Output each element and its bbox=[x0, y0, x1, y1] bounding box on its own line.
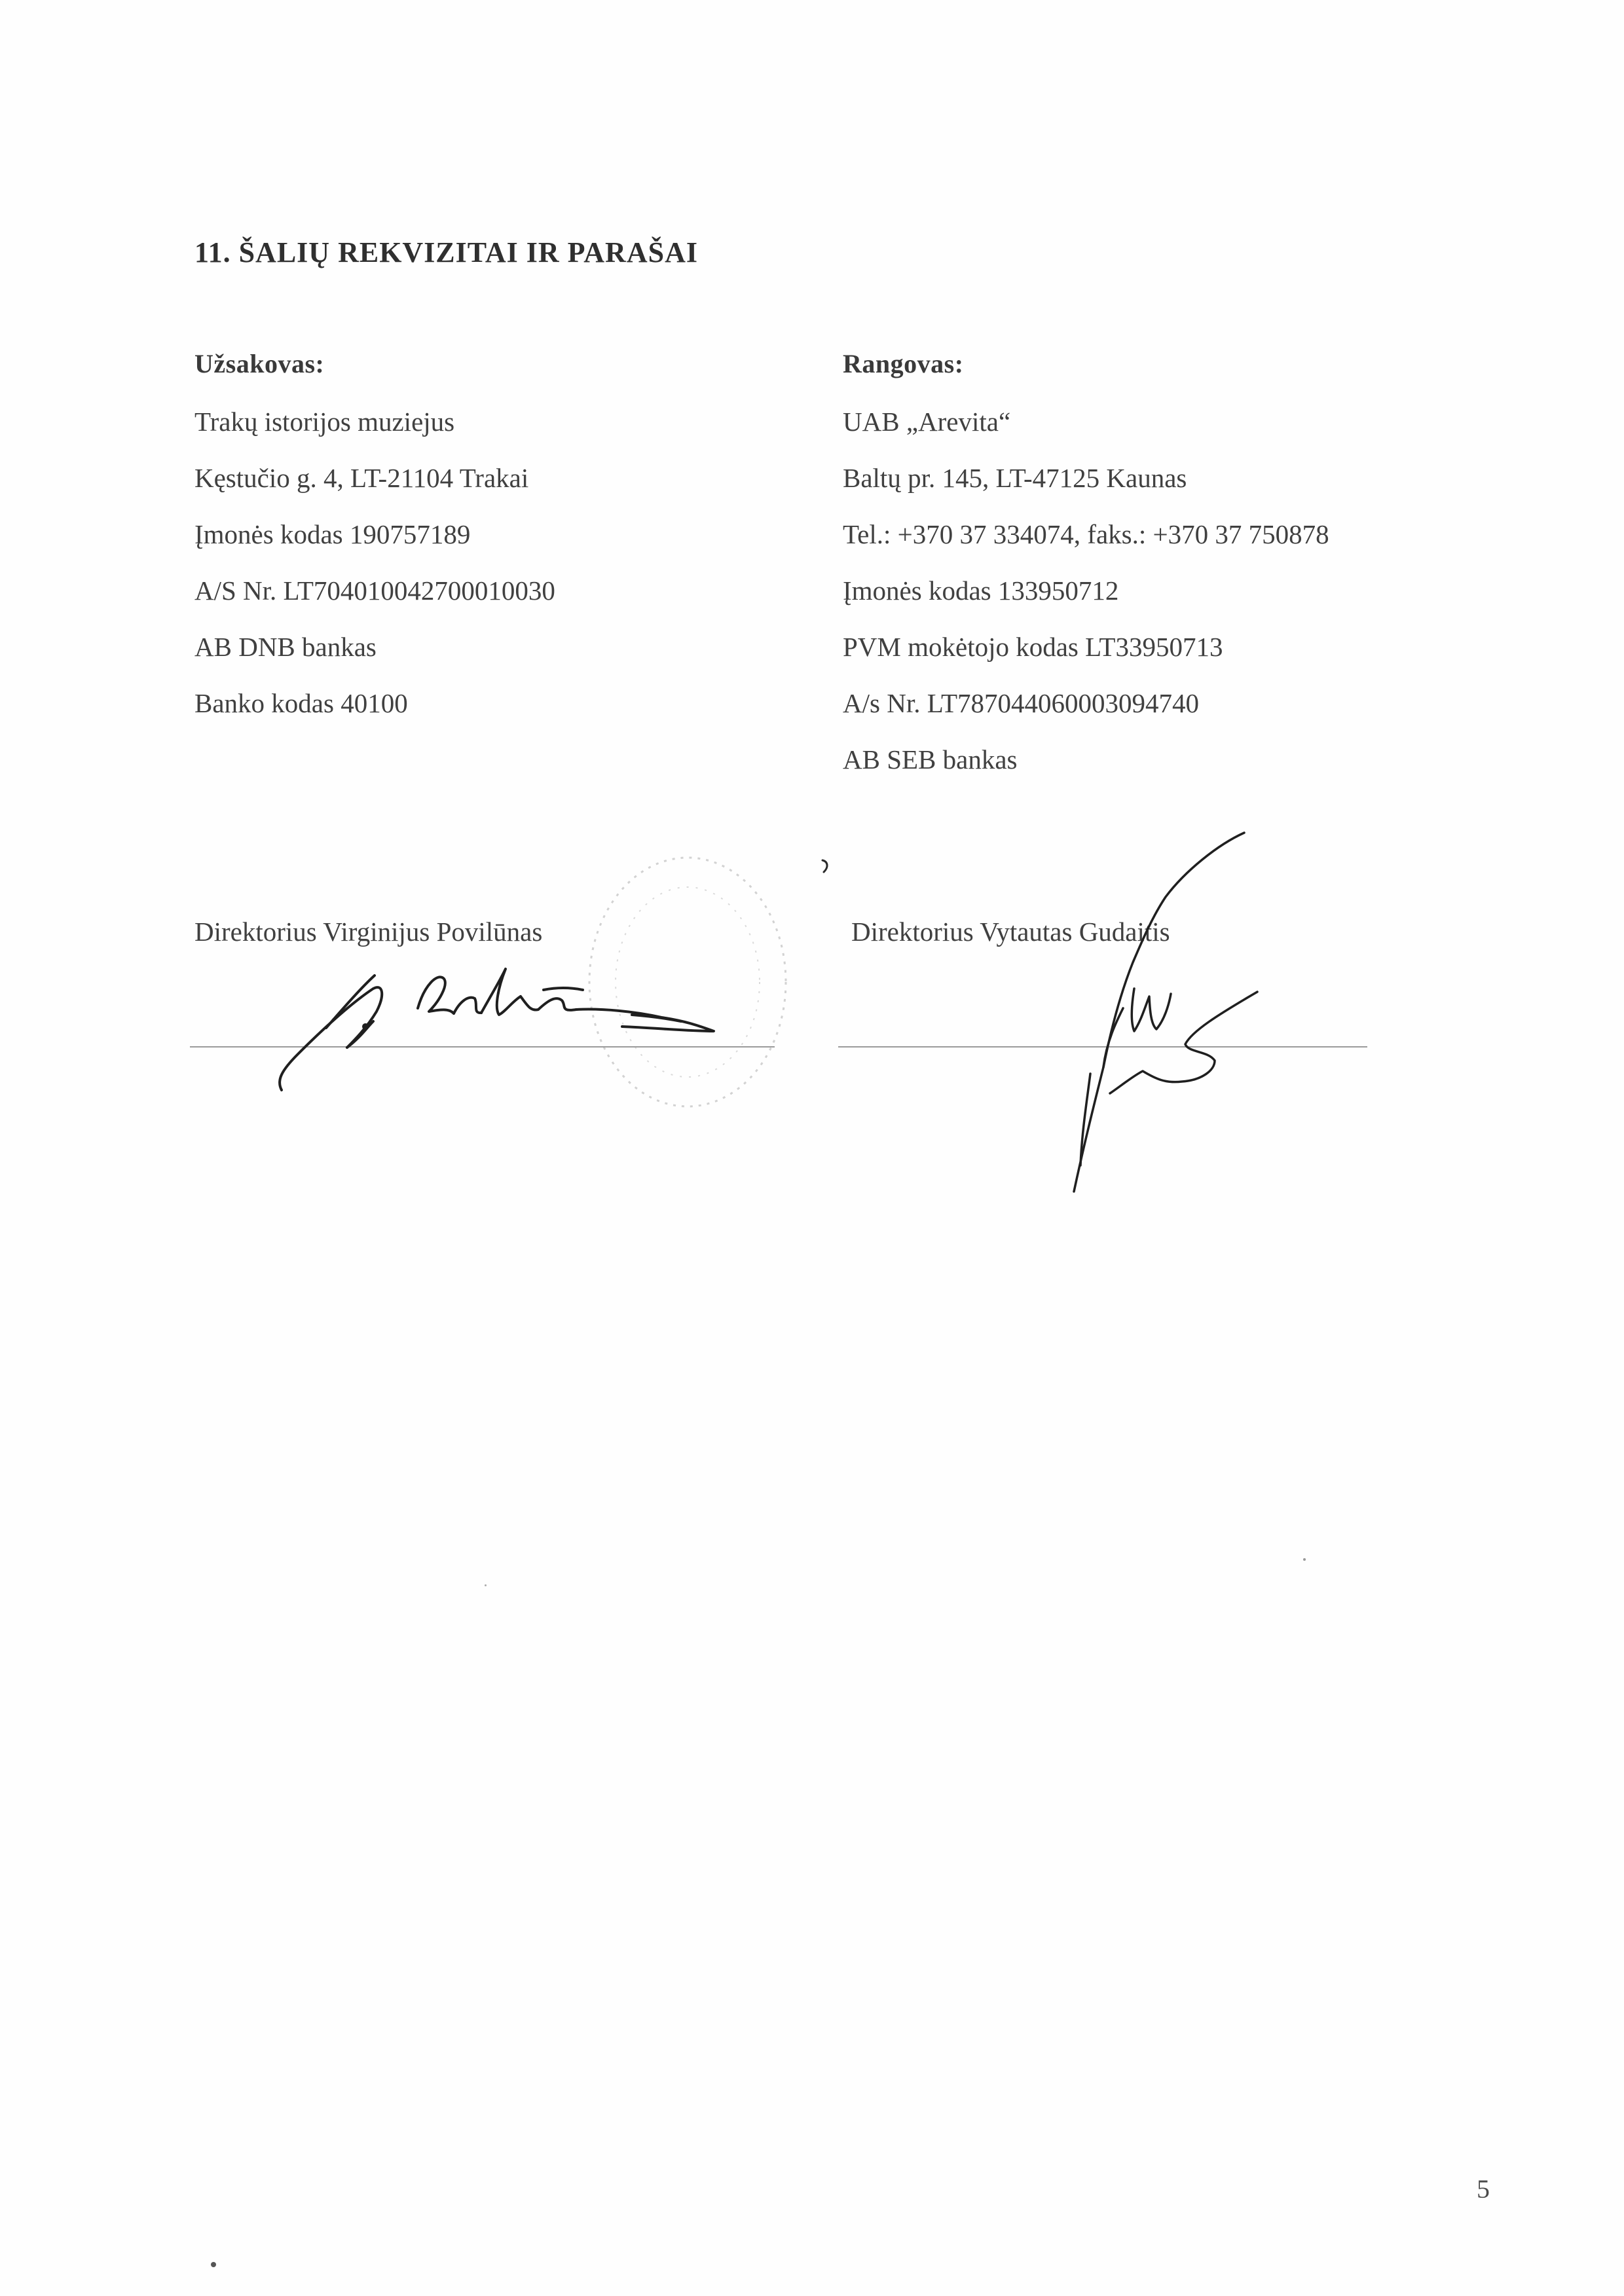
customer-name: Trakų istorijos muziejus bbox=[194, 407, 455, 437]
section-heading: 11. ŠALIŲ REKVIZITAI IR PARAŠAI bbox=[194, 236, 698, 268]
contractor-role-label: Rangovas: bbox=[843, 349, 964, 378]
contractor-signer: Direktorius Vytautas Gudaitis bbox=[851, 917, 1170, 947]
customer-role-label: Užsakovas: bbox=[194, 349, 325, 378]
customer-signature bbox=[268, 949, 792, 1100]
contractor-address: Baltų pr. 145, LT-47125 Kaunas bbox=[843, 463, 1187, 493]
customer-signer: Direktorius Virginijus Povilūnas bbox=[194, 917, 543, 947]
scan-speck bbox=[211, 2262, 216, 2267]
page-number: 5 bbox=[1477, 2174, 1490, 2204]
tick-mark bbox=[820, 858, 833, 875]
contractor-company-code: Įmonės kodas 133950712 bbox=[843, 575, 1119, 606]
contractor-details bbox=[843, 347, 1329, 799]
scan-speck bbox=[485, 1584, 487, 1586]
contractor-signature bbox=[956, 825, 1283, 1205]
scan-speck bbox=[1303, 1558, 1306, 1561]
customer-bank: AB DNB bankas bbox=[194, 632, 377, 662]
customer-bank-code: Banko kodas 40100 bbox=[194, 688, 408, 718]
customer-company-code: Įmonės kodas 190757189 bbox=[194, 519, 471, 549]
contractor-phone-fax: Tel.: +370 37 334074, faks.: +370 37 750878 bbox=[843, 519, 1329, 549]
contractor-vat-code: PVM mokėtojo kodas LT33950713 bbox=[843, 632, 1223, 662]
contractor-name: UAB „Arevita“ bbox=[843, 407, 1011, 437]
customer-account-number: A/S Nr. LT704010042700010030 bbox=[194, 575, 555, 606]
contractor-bank: AB SEB bankas bbox=[843, 744, 1018, 774]
customer-details bbox=[194, 347, 555, 742]
contractor-account-number: A/s Nr. LT787044060003094740 bbox=[843, 688, 1200, 718]
customer-address: Kęstučio g. 4, LT-21104 Trakai bbox=[194, 463, 529, 493]
